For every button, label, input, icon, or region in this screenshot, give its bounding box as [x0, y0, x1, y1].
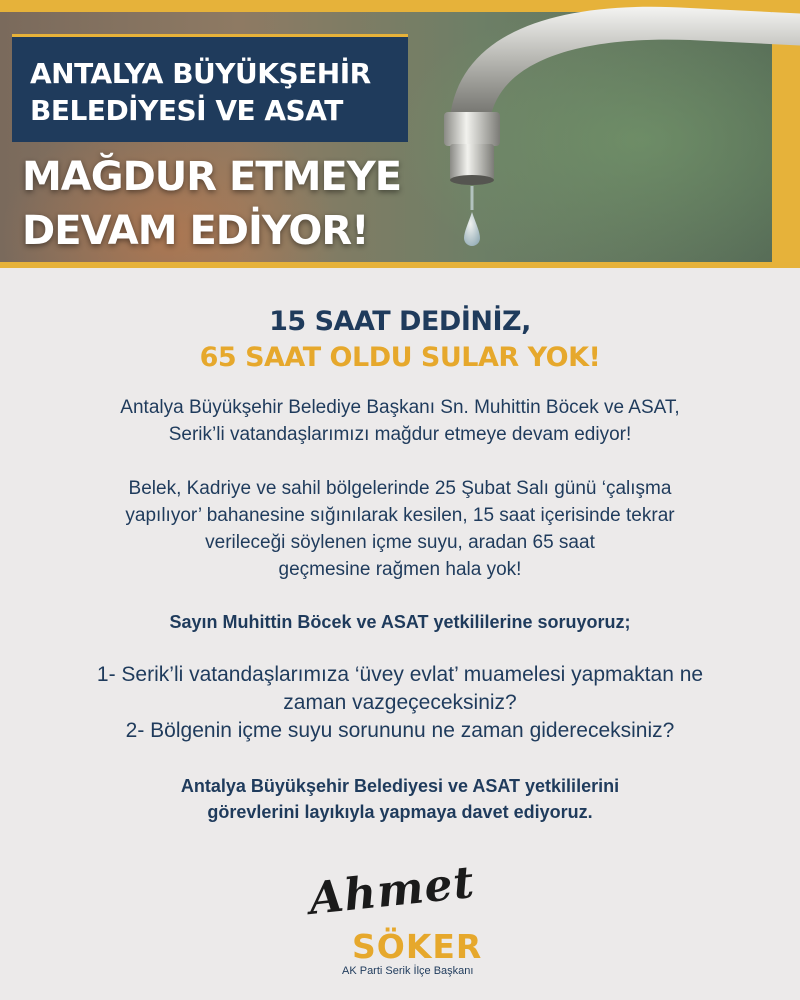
question-line: 1- Serik’li vatandaşlarımıza ‘üvey evlat’ muamelesi yapmaktan ne — [96, 663, 704, 686]
header-image — [0, 0, 800, 268]
headline-line-2: DEVAM EDİYOR! — [22, 208, 369, 254]
statement-body — [0, 268, 800, 825]
signature-logo — [300, 856, 520, 990]
paragraph-line: verileceği söylenen içme suyu, aradan 65 saat — [205, 532, 595, 553]
question-list — [0, 661, 800, 745]
title-banner — [12, 34, 408, 142]
paragraph-intro — [0, 394, 800, 448]
invitation-line: görevlerini layıkıyla yapmaya davet ediyoruz. — [207, 802, 593, 822]
banner-line-1: ANTALYA BÜYÜKŞEHİR — [30, 57, 371, 90]
signature-title: AK Parti Serik İlçe Başkanı — [342, 965, 474, 977]
paragraph-line: Antalya Büyükşehir Belediye Başkanı Sn. Muhittin Böcek ve ASAT, — [120, 397, 680, 418]
question-intro: Sayın Muhittin Böcek ve ASAT yetkililerine soruyoruz; — [169, 612, 631, 632]
banner-line-2: BELEDİYESİ VE ASAT — [30, 94, 343, 127]
invitation — [0, 773, 800, 825]
paragraph-line: geçmesine rağmen hala yok! — [278, 559, 522, 580]
headline — [22, 150, 401, 258]
paragraph-line: yapılıyor’ bahanesine sığınılarak kesilen, 15 saat içerisinde tekrar — [125, 505, 675, 526]
water-faucet-icon — [390, 0, 800, 268]
paragraph-line: Serik’li vatandaşlarımızı mağdur etmeye devam ediyor! — [168, 424, 632, 445]
headline-line-1: MAĞDUR ETMEYE — [22, 154, 402, 200]
signature-name: SÖKER — [352, 927, 483, 966]
question-line: zaman vazgeçeceksiniz? — [283, 691, 517, 714]
invitation-line: Antalya Büyükşehir Belediyesi ve ASAT yetkililerini — [180, 776, 620, 796]
question-line: 2- Bölgenin içme suyu sorununu ne zaman gidereceksiniz? — [125, 719, 675, 742]
subhead-65-hours: 65 SAAT OLDU SULAR YOK! — [199, 342, 601, 373]
subhead-15-hours: 15 SAAT DEDİNİZ, — [269, 306, 531, 337]
paragraph-details — [0, 475, 800, 583]
signature-script: Ahmet — [306, 856, 478, 925]
paragraph-line: Belek, Kadriye ve sahil bölgelerinde 25 Şubat Salı günü ‘çalışma — [128, 478, 672, 499]
